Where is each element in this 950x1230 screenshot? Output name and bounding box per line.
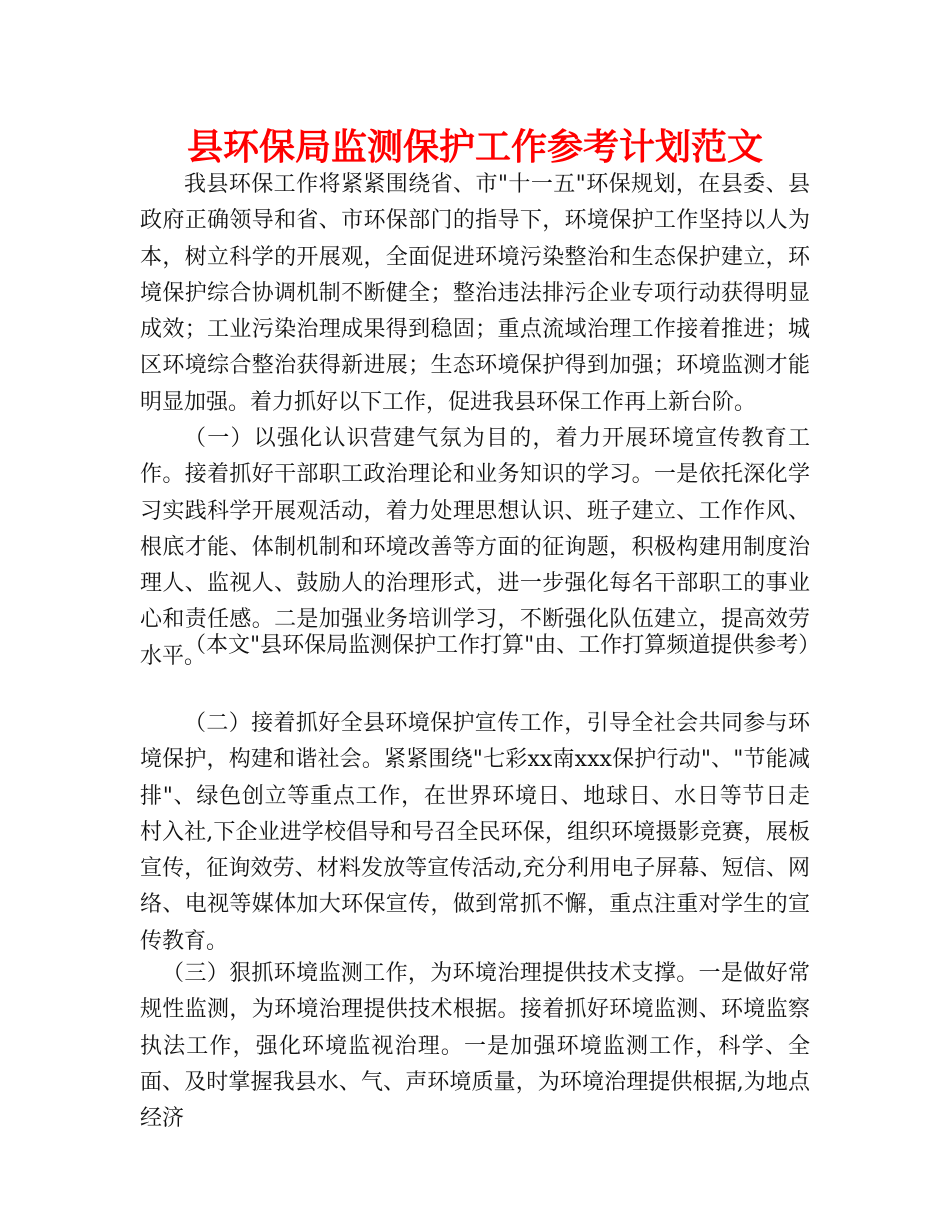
paragraph-source-note: （本文"县环保局监测保护工作打算"由、工作打算频道提供参考）	[184, 633, 821, 658]
paragraph-section-2: （二）接着抓好全县环境保护宣传工作，引导全社会共同参与环境保护，构建和谐社会。紧紧围绕"七彩xx南xxx保护行动"、"节能减排"、绿色创立等重点工作，在世界环境日、地球日、水日等节日走村入社,下企业进学校倡导和号召全民环保，组织环境摄影竞赛，展板宣传，征询效劳、材料发放等宣传活动,充分利用电子屏幕、短信、网络、电视等媒体加大环保宣传，做到常抓不懈，重点注重对学生的宣传教育。	[140, 711, 810, 954]
paragraph-intro: 我县环保工作将紧紧围绕省、市"十一五"环保规划，在县委、县政府正确领导和省、市环保部门的指导下，环境保护工作坚持以人为本，树立科学的开展观，全面促进环境污染整治和生态保护建立，环境保护综合协调机制不断健全；整治违法排污企业专项行动获得明显成效；工业污染治理成果得到稳固；重点流域治理工作接着推进；城区环境综合整治获得新进展；生态环境保护得到加强；环境监测才能明显加强。着力抓好以下工作，促进我县环保工作再上新台阶。	[140, 172, 810, 415]
paragraph-section-1: （一）以强化认识营建气氛为目的，着力开展环境宣传教育工作。接着抓好干部职工政治理论和业务知识的学习。一是依托深化学习实践科学开展观活动，着力处理思想认识、班子建立、工作作风、根底才能、体制机制和环境改善等方面的征询题，积极构建用制度治理人、监视人、鼓励人的治理形式，进一步强化每名干部职工的事业心和责任感。二是加强业务培训学习，不断强化队伍建立，提高效劳水平。	[140, 426, 810, 669]
paragraph-section-3: （三）狠抓环境监测工作，为环境治理提供技术支撑。一是做好常规性监测，为环境治理提供技术根据。接着抓好环境监测、环境监察执法工作，强化环境监视治理。一是加强环境监测工作，科学、全面、及时掌握我县水、气、声环境质量，为环境治理提供根据,为地点经济	[140, 961, 810, 1132]
document-title: 县环保局监测保护工作参考计划范文	[186, 127, 763, 168]
